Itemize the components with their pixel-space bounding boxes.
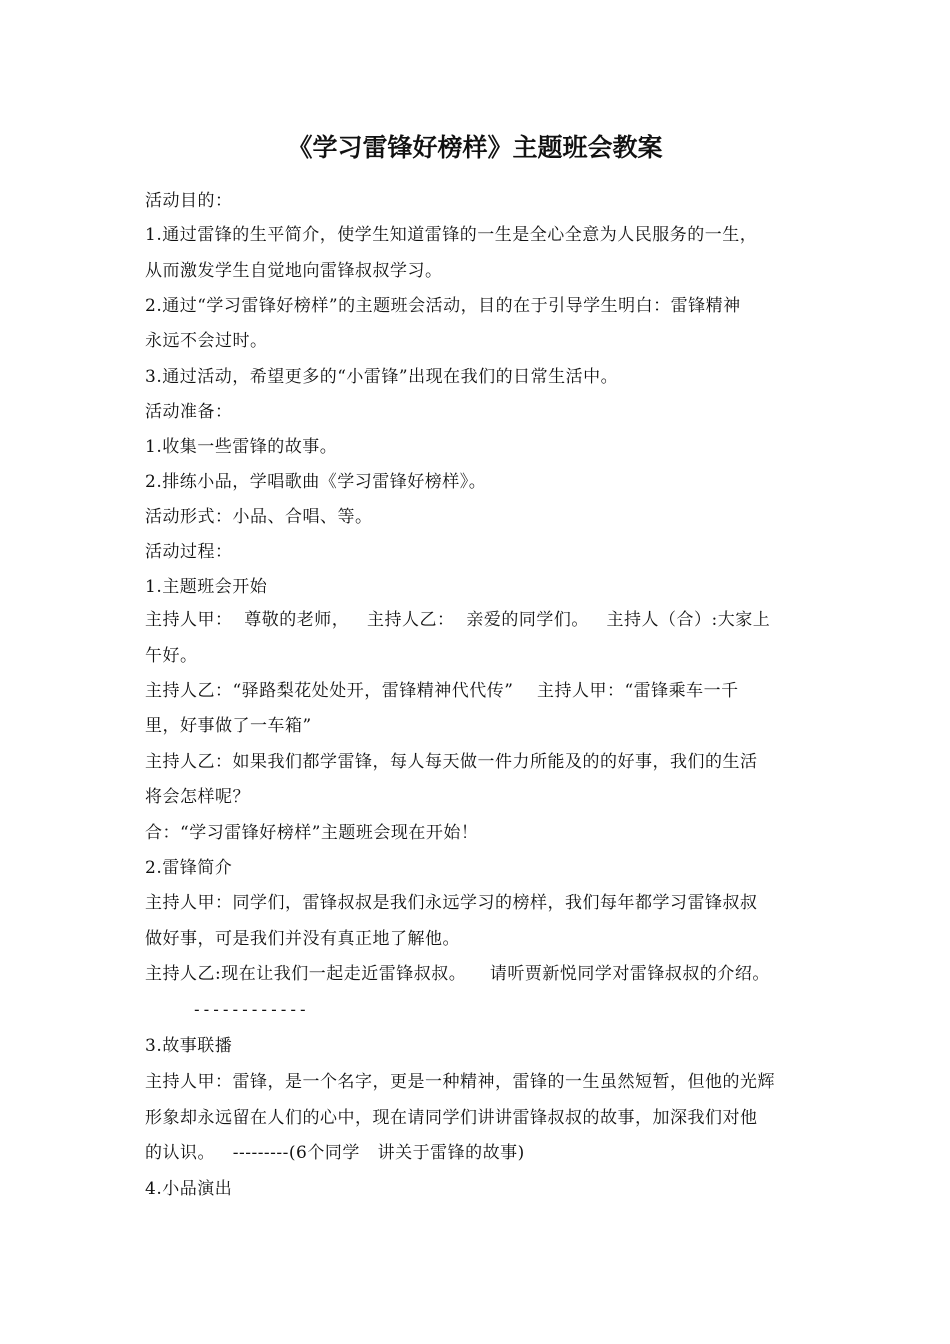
text-line: 形象却永远留在人们的心中，现在请同学们讲讲雷锋叔叔的故事，加深我们对他 [145, 1108, 758, 1128]
text-line: 活动过程： [145, 542, 233, 562]
text-line: 1.收集一些雷锋的故事。 [145, 437, 338, 457]
text-line: 3.通过活动，希望更多的“小雷锋”出现在我们的日常生活中。 [145, 367, 619, 387]
text-line: 午好。 [145, 646, 198, 666]
text-line: 2.通过“学习雷锋好榜样”的主题班会活动，目的在于引导学生明白：雷锋精神 [145, 296, 741, 316]
text-line: 4.小品演出 [145, 1179, 233, 1199]
text-line: 2.雷锋简介 [145, 858, 233, 878]
text-line: 活动形式：小品、合唱、等。 [145, 507, 373, 527]
text-line: 永远不会过时。 [145, 331, 268, 351]
text-line: 里，好事做了一车箱” [145, 716, 312, 736]
text-line: 主持人甲：同学们，雷锋叔叔是我们永远学习的榜样，我们每年都学习雷锋叔叔 [145, 893, 758, 913]
text-line: 1.通过雷锋的生平简介，使学生知道雷锋的一生是全心全意为人民服务的一生， [145, 225, 758, 245]
text-line: 主持人乙：“驿路梨花处处开，雷锋精神代代传” 主持人甲：“雷锋乘车一千 [145, 681, 739, 701]
text-line: 从而激发学生自觉地向雷锋叔叔学习。 [145, 261, 443, 281]
text-line: 的认识。 ---------(6个同学 讲关于雷锋的故事) [145, 1143, 525, 1163]
text-line: 主持人甲：雷锋，是一个名字，更是一种精神，雷锋的一生虽然短暂，但他的光辉 [145, 1072, 775, 1092]
text-line: 1.主题班会开始 [145, 577, 268, 597]
document-title: 《学习雷锋好榜样》主题班会教案 [287, 133, 663, 162]
text-line: 将会怎样呢？ [145, 787, 250, 807]
text-line: 活动目的： [145, 191, 233, 211]
text-line: 做好事，可是我们并没有真正地了解他。 [145, 929, 460, 949]
text-line: 主持人乙：如果我们都学雷锋，每人每天做一件力所能及的的好事，我们的生活 [145, 752, 758, 772]
text-line: 主持人乙:现在让我们一起走近雷锋叔叔。 请听贾新悦同学对雷锋叔叔的介绍。 [145, 964, 770, 984]
text-line: 3.故事联播 [145, 1036, 233, 1056]
text-line: 主持人甲： 尊敬的老师， 主持人乙： 亲爱的同学们。 主持人（合）:大家上 [145, 610, 771, 630]
text-line: 合：“学习雷锋好榜样”主题班会现在开始！ [145, 823, 479, 843]
text-line: 2.排练小品，学唱歌曲《学习雷锋好榜样》。 [145, 472, 487, 492]
text-line: 活动准备： [145, 402, 233, 422]
dash-separator: ------------ [192, 1000, 308, 1019]
